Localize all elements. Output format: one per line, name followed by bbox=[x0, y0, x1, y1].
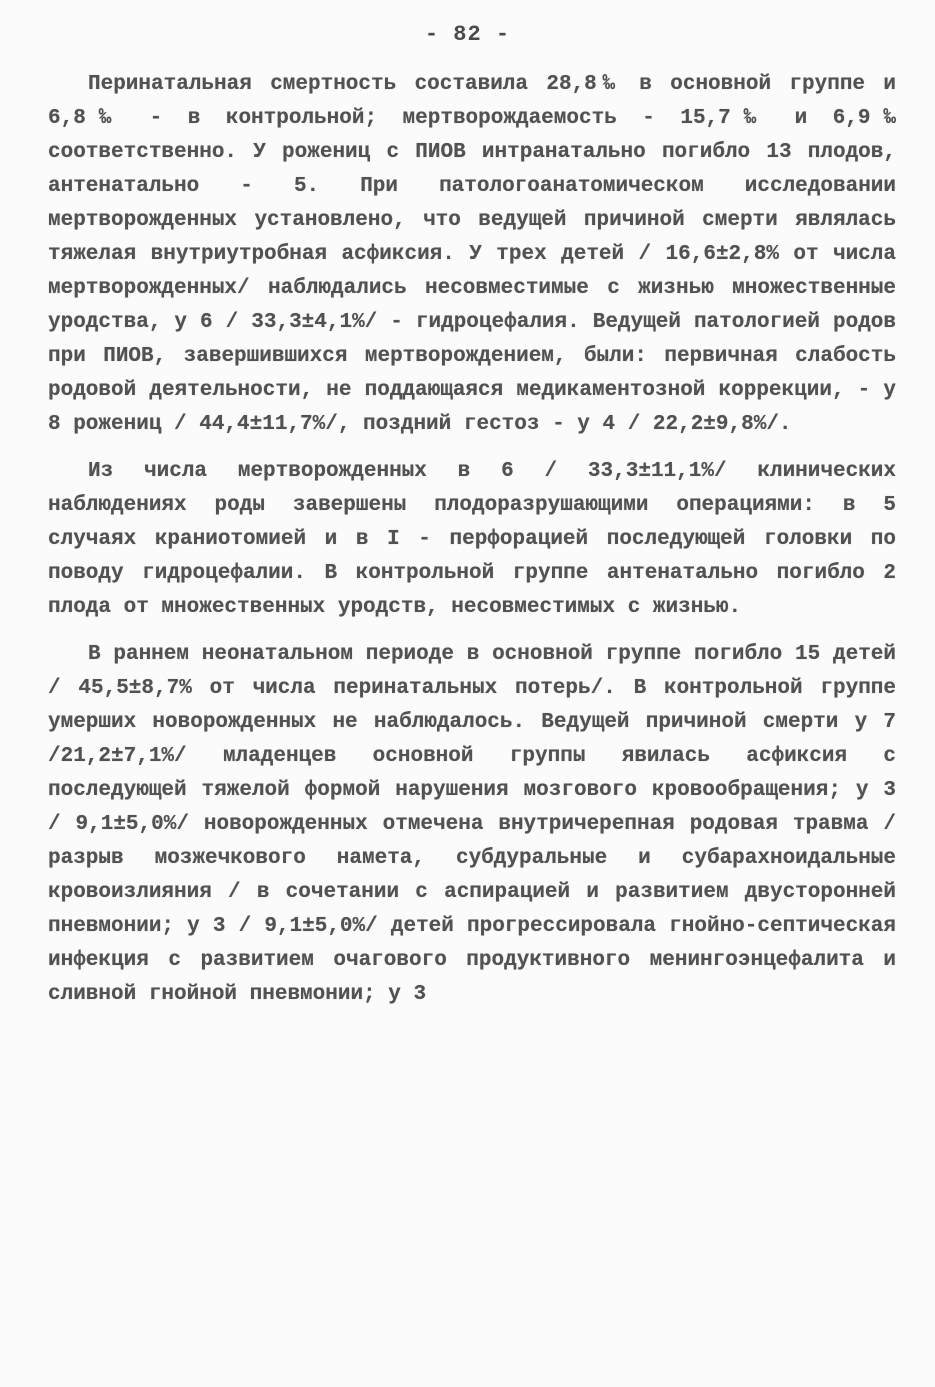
page-number: - 82 - bbox=[424, 22, 511, 47]
paragraph-stillborn-operations: Из числа мертворожденных в 6 / 33,3±11,1%/ клинических наблюдениях роды завершены плодоразрушающими операциями: в 5 случаях краниотомией и в I - перфорацией последующей головки по поводу гидроцефалии. В контрольной группе антенатально погибло 2 плода от множественных уродств, несовместимых с жизнью. bbox=[48, 460, 896, 619]
paragraph-perinatal-mortality: Перинатальная смертность составила 28,8‰ в основной группе и 6,8‰ - в контрольной; мертворождаемость - 15,7‰ и 6,9‰ соответственно. У рожениц с ПИОВ интранатально погибло 13 плодов, антенатально - 5. При патологоанатомическом исследовании мертворожденных установлено, что ведущей причиной смерти являлась тяжелая внутриутробная асфиксия. У трех детей / 16,6±2,8% от числа мертворожденных/ наблюдались несовместимые с жизнью множественные уродства, у 6 / 33,3±4,1%/ - гидроцефалия. Ведущей патологией родов при ПИОВ, завершившихся мертворождением, были: первичная слабость родовой деятельности, не поддающаяся медикаментозной коррекции, - у 8 рожениц / 44,4±11,7%/, поздний гестоз - у 4 / 22,2±9,8%/. bbox=[48, 73, 896, 436]
body-text bbox=[48, 68, 896, 1012]
paragraph-neonatal-period: В раннем неонатальном периоде в основной группе погибло 15 детей / 45,5±8,7% от числа перинатальных потерь/. В контрольной группе умерших новорожденных не наблюдалось. Ведущей причиной смерти у 7 /21,2±7,1%/ младенцев основной группы явилась асфиксия с последующей тяжелой формой нарушения мозгового кровообращения; у 3 / 9,1±5,0%/ новорожденных отмечена внутричерепная родовая травма / разрыв мозжечкового намета, субдуральные и субарахноидальные кровоизлияния / в сочетании с аспирацией и развитием двусторонней пневмонии; у 3 / 9,1±5,0%/ детей прогрессировала гнойно-септическая инфекция с развитием очагового продуктивного менингоэнцефалита и сливной гнойной пневмонии; у 3 bbox=[48, 643, 896, 1006]
